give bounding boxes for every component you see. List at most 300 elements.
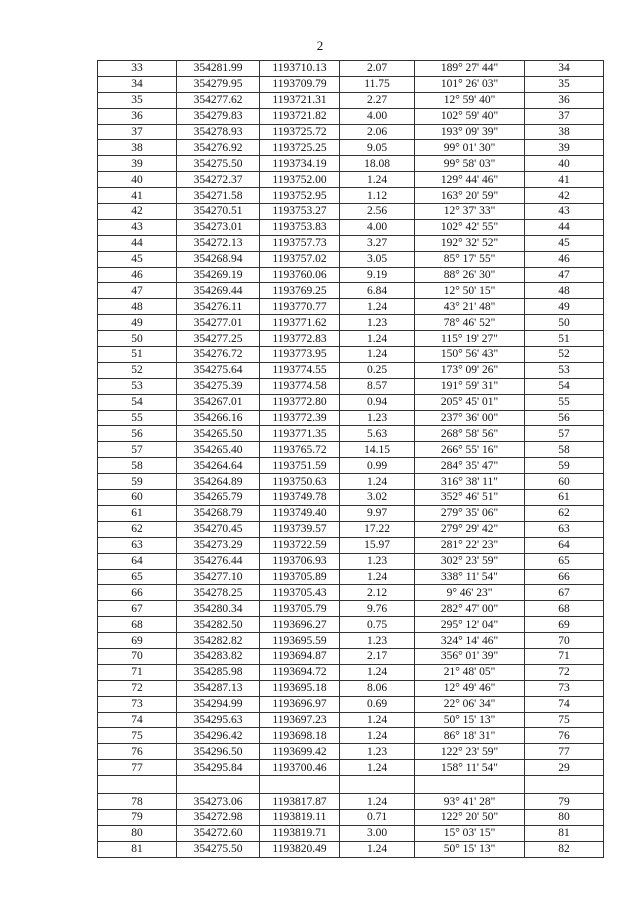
table-row xyxy=(98,744,604,760)
point-number-cell: 67 xyxy=(98,601,177,617)
x-coordinate-cell: 354270.51 xyxy=(177,204,260,220)
next-point-number-cell: 46 xyxy=(525,251,604,267)
table-row xyxy=(98,553,604,569)
table-row xyxy=(98,108,604,124)
table-row xyxy=(98,156,604,172)
y-coordinate-cell: 1193694.87 xyxy=(260,648,340,664)
direction-angle-cell: 205° 45' 01" xyxy=(415,394,525,410)
point-number-cell: 37 xyxy=(98,124,177,140)
table-row xyxy=(98,76,604,92)
x-coordinate-cell: 354281.99 xyxy=(177,61,260,77)
distance-cell: 1.23 xyxy=(340,315,415,331)
x-coordinate-cell: 354266.16 xyxy=(177,410,260,426)
y-coordinate-cell: 1193750.63 xyxy=(260,474,340,490)
y-coordinate-cell: 1193725.72 xyxy=(260,124,340,140)
next-point-number-cell: 65 xyxy=(525,553,604,569)
point-number-cell: 55 xyxy=(98,410,177,426)
next-point-number-cell: 55 xyxy=(525,394,604,410)
next-point-number-cell: 47 xyxy=(525,267,604,283)
y-coordinate-cell: 1193820.49 xyxy=(260,841,340,857)
distance-cell: 2.12 xyxy=(340,585,415,601)
table-row xyxy=(98,426,604,442)
point-number-cell: 40 xyxy=(98,172,177,188)
point-number-cell: 47 xyxy=(98,283,177,299)
y-coordinate-cell: 1193721.82 xyxy=(260,108,340,124)
direction-angle-cell: 173° 09' 26" xyxy=(415,362,525,378)
next-point-number-cell: 37 xyxy=(525,108,604,124)
direction-angle-cell: 21° 48' 05" xyxy=(415,664,525,680)
table-row xyxy=(98,474,604,490)
y-coordinate-cell: 1193757.02 xyxy=(260,251,340,267)
y-coordinate-cell: 1193739.57 xyxy=(260,521,340,537)
x-coordinate-cell: 354283.82 xyxy=(177,648,260,664)
distance-cell: 1.24 xyxy=(340,569,415,585)
point-number-cell: 61 xyxy=(98,505,177,521)
next-point-number-cell: 80 xyxy=(525,809,604,825)
point-number-cell: 74 xyxy=(98,712,177,728)
y-coordinate-cell: 1193751.59 xyxy=(260,458,340,474)
coordinates-table-body xyxy=(98,61,604,858)
direction-angle-cell: 193° 09' 39" xyxy=(415,124,525,140)
direction-angle-cell: 78° 46' 52" xyxy=(415,315,525,331)
y-coordinate-cell: 1193772.83 xyxy=(260,331,340,347)
x-coordinate-cell: 354275.39 xyxy=(177,378,260,394)
table-row xyxy=(98,633,604,649)
next-point-number-cell: 34 xyxy=(525,61,604,77)
y-coordinate-cell: 1193753.83 xyxy=(260,219,340,235)
x-coordinate-cell: 354295.84 xyxy=(177,760,260,776)
x-coordinate-cell: 354273.01 xyxy=(177,219,260,235)
x-coordinate-cell: 354264.89 xyxy=(177,474,260,490)
table-row xyxy=(98,537,604,553)
next-point-number-cell: 54 xyxy=(525,378,604,394)
next-point-number-cell: 66 xyxy=(525,569,604,585)
direction-angle-cell: 99° 58' 03" xyxy=(415,156,525,172)
point-number-cell: 45 xyxy=(98,251,177,267)
point-number-cell: 77 xyxy=(98,760,177,776)
direction-angle-cell: 268° 58' 56" xyxy=(415,426,525,442)
table-row xyxy=(98,61,604,77)
table-row xyxy=(98,648,604,664)
next-point-number-cell: 82 xyxy=(525,841,604,857)
y-coordinate-cell: 1193819.71 xyxy=(260,825,340,841)
next-point-number-cell: 49 xyxy=(525,299,604,315)
distance-cell: 0.25 xyxy=(340,362,415,378)
distance-cell: 8.06 xyxy=(340,680,415,696)
next-point-number-cell: 42 xyxy=(525,188,604,204)
next-point-number-cell: 35 xyxy=(525,76,604,92)
point-number-cell: 54 xyxy=(98,394,177,410)
distance-cell: 1.24 xyxy=(340,664,415,680)
direction-angle-cell: 282° 47' 00" xyxy=(415,601,525,617)
direction-angle-cell: 324° 14' 46" xyxy=(415,633,525,649)
table-row xyxy=(98,585,604,601)
next-point-number-cell: 60 xyxy=(525,474,604,490)
point-number-cell: 78 xyxy=(98,794,177,810)
table-row xyxy=(98,776,604,794)
distance-cell: 1.23 xyxy=(340,410,415,426)
y-coordinate-cell: 1193706.93 xyxy=(260,553,340,569)
distance-cell: 1.24 xyxy=(340,728,415,744)
table-row xyxy=(98,378,604,394)
next-point-number-cell: 48 xyxy=(525,283,604,299)
y-coordinate-cell: 1193698.18 xyxy=(260,728,340,744)
x-coordinate-cell: 354275.50 xyxy=(177,156,260,172)
point-number-cell: 66 xyxy=(98,585,177,601)
point-number-cell: 73 xyxy=(98,696,177,712)
y-coordinate-cell: 1193772.39 xyxy=(260,410,340,426)
next-point-number-cell: 58 xyxy=(525,442,604,458)
x-coordinate-cell: 354265.79 xyxy=(177,490,260,506)
point-number-cell: 52 xyxy=(98,362,177,378)
point-number-cell: 42 xyxy=(98,204,177,220)
coordinates-table xyxy=(97,60,604,858)
point-number-cell: 75 xyxy=(98,728,177,744)
next-point-number-cell: 68 xyxy=(525,601,604,617)
y-coordinate-cell: 1193752.00 xyxy=(260,172,340,188)
table-row xyxy=(98,664,604,680)
direction-angle-cell: 122° 23' 59" xyxy=(415,744,525,760)
y-coordinate-cell: 1193722.59 xyxy=(260,537,340,553)
table-row xyxy=(98,760,604,776)
next-point-number-cell: 62 xyxy=(525,505,604,521)
y-coordinate-cell: 1193770.77 xyxy=(260,299,340,315)
table-row xyxy=(98,617,604,633)
table-row xyxy=(98,219,604,235)
distance-cell: 2.06 xyxy=(340,124,415,140)
table-row xyxy=(98,410,604,426)
point-number-cell: 81 xyxy=(98,841,177,857)
distance-cell: 9.19 xyxy=(340,267,415,283)
y-coordinate-cell: 1193774.58 xyxy=(260,378,340,394)
y-coordinate-cell: 1193725.25 xyxy=(260,140,340,156)
x-coordinate-cell: 354279.95 xyxy=(177,76,260,92)
x-coordinate-cell: 354296.42 xyxy=(177,728,260,744)
point-number-cell: 43 xyxy=(98,219,177,235)
y-coordinate-cell: 1193752.95 xyxy=(260,188,340,204)
point-number-cell: 53 xyxy=(98,378,177,394)
table-row xyxy=(98,809,604,825)
table-row xyxy=(98,680,604,696)
next-point-number-cell: 67 xyxy=(525,585,604,601)
y-coordinate-cell: 1193771.62 xyxy=(260,315,340,331)
distance-cell: 1.24 xyxy=(340,331,415,347)
next-point-number-cell: 45 xyxy=(525,235,604,251)
point-number-cell: 39 xyxy=(98,156,177,172)
table-row xyxy=(98,712,604,728)
x-coordinate-cell: 354276.72 xyxy=(177,347,260,363)
x-coordinate-cell: 354268.94 xyxy=(177,251,260,267)
table-row xyxy=(98,92,604,108)
y-coordinate-cell: 1193769.25 xyxy=(260,283,340,299)
next-point-number-cell: 50 xyxy=(525,315,604,331)
point-number-cell xyxy=(98,776,177,794)
x-coordinate-cell: 354296.50 xyxy=(177,744,260,760)
x-coordinate-cell: 354276.44 xyxy=(177,553,260,569)
x-coordinate-cell: 354277.10 xyxy=(177,569,260,585)
next-point-number-cell: 64 xyxy=(525,537,604,553)
y-coordinate-cell: 1193699.42 xyxy=(260,744,340,760)
x-coordinate-cell: 354282.82 xyxy=(177,633,260,649)
table-row xyxy=(98,347,604,363)
table-row xyxy=(98,458,604,474)
table-row xyxy=(98,251,604,267)
y-coordinate-cell: 1193695.59 xyxy=(260,633,340,649)
direction-angle-cell: 295° 12' 04" xyxy=(415,617,525,633)
y-coordinate-cell: 1193773.95 xyxy=(260,347,340,363)
x-coordinate-cell: 354277.62 xyxy=(177,92,260,108)
point-number-cell: 72 xyxy=(98,680,177,696)
x-coordinate-cell: 354272.60 xyxy=(177,825,260,841)
y-coordinate-cell xyxy=(260,776,340,794)
table-row xyxy=(98,172,604,188)
direction-angle-cell: 99° 01' 30" xyxy=(415,140,525,156)
next-point-number-cell: 73 xyxy=(525,680,604,696)
direction-angle-cell: 50° 15' 13" xyxy=(415,712,525,728)
point-number-cell: 46 xyxy=(98,267,177,283)
point-number-cell: 57 xyxy=(98,442,177,458)
next-point-number-cell: 77 xyxy=(525,744,604,760)
table-row xyxy=(98,601,604,617)
direction-angle-cell: 102° 42' 55" xyxy=(415,219,525,235)
next-point-number-cell: 59 xyxy=(525,458,604,474)
point-number-cell: 36 xyxy=(98,108,177,124)
direction-angle-cell: 101° 26' 03" xyxy=(415,76,525,92)
table-row xyxy=(98,728,604,744)
x-coordinate-cell: 354270.45 xyxy=(177,521,260,537)
x-coordinate-cell: 354279.83 xyxy=(177,108,260,124)
direction-angle-cell: 93° 41' 28" xyxy=(415,794,525,810)
table-row xyxy=(98,569,604,585)
x-coordinate-cell: 354275.64 xyxy=(177,362,260,378)
y-coordinate-cell: 1193705.89 xyxy=(260,569,340,585)
direction-angle-cell: 284° 35' 47" xyxy=(415,458,525,474)
distance-cell: 1.23 xyxy=(340,553,415,569)
point-number-cell: 49 xyxy=(98,315,177,331)
table-row xyxy=(98,825,604,841)
next-point-number-cell: 76 xyxy=(525,728,604,744)
direction-angle-cell: 43° 21' 48" xyxy=(415,299,525,315)
distance-cell xyxy=(340,776,415,794)
distance-cell: 2.07 xyxy=(340,61,415,77)
x-coordinate-cell: 354273.29 xyxy=(177,537,260,553)
point-number-cell: 76 xyxy=(98,744,177,760)
next-point-number-cell: 29 xyxy=(525,760,604,776)
x-coordinate-cell: 354276.11 xyxy=(177,299,260,315)
table-row xyxy=(98,235,604,251)
direction-angle-cell: 85° 17' 55" xyxy=(415,251,525,267)
distance-cell: 0.99 xyxy=(340,458,415,474)
direction-angle-cell: 12° 59' 40" xyxy=(415,92,525,108)
x-coordinate-cell: 354264.64 xyxy=(177,458,260,474)
x-coordinate-cell: 354294.99 xyxy=(177,696,260,712)
next-point-number-cell: 38 xyxy=(525,124,604,140)
direction-angle-cell: 12° 50' 15" xyxy=(415,283,525,299)
distance-cell: 1.24 xyxy=(340,172,415,188)
next-point-number-cell: 63 xyxy=(525,521,604,537)
x-coordinate-cell: 354278.25 xyxy=(177,585,260,601)
distance-cell: 1.23 xyxy=(340,633,415,649)
direction-angle-cell: 122° 20' 50" xyxy=(415,809,525,825)
x-coordinate-cell: 354273.06 xyxy=(177,794,260,810)
x-coordinate-cell: 354272.37 xyxy=(177,172,260,188)
y-coordinate-cell: 1193757.73 xyxy=(260,235,340,251)
distance-cell: 1.24 xyxy=(340,712,415,728)
y-coordinate-cell: 1193705.43 xyxy=(260,585,340,601)
distance-cell: 15.97 xyxy=(340,537,415,553)
table-row xyxy=(98,505,604,521)
direction-angle-cell: 22° 06' 34" xyxy=(415,696,525,712)
y-coordinate-cell: 1193700.46 xyxy=(260,760,340,776)
y-coordinate-cell: 1193772.80 xyxy=(260,394,340,410)
x-coordinate-cell: 354277.01 xyxy=(177,315,260,331)
direction-angle-cell: 102° 59' 40" xyxy=(415,108,525,124)
point-number-cell: 71 xyxy=(98,664,177,680)
next-point-number-cell: 79 xyxy=(525,794,604,810)
table-row xyxy=(98,841,604,857)
page-number: 2 xyxy=(316,38,324,53)
next-point-number-cell: 52 xyxy=(525,347,604,363)
table-row xyxy=(98,140,604,156)
next-point-number-cell: 57 xyxy=(525,426,604,442)
direction-angle-cell: 50° 15' 13" xyxy=(415,841,525,857)
point-number-cell: 70 xyxy=(98,648,177,664)
direction-angle-cell: 129° 44' 46" xyxy=(415,172,525,188)
x-coordinate-cell: 354282.50 xyxy=(177,617,260,633)
x-coordinate-cell: 354268.79 xyxy=(177,505,260,521)
table-row xyxy=(98,394,604,410)
x-coordinate-cell: 354269.19 xyxy=(177,267,260,283)
x-coordinate-cell: 354269.44 xyxy=(177,283,260,299)
distance-cell: 18.08 xyxy=(340,156,415,172)
table-row xyxy=(98,521,604,537)
point-number-cell: 64 xyxy=(98,553,177,569)
next-point-number-cell: 43 xyxy=(525,204,604,220)
x-coordinate-cell: 354265.50 xyxy=(177,426,260,442)
x-coordinate-cell: 354280.34 xyxy=(177,601,260,617)
distance-cell: 3.02 xyxy=(340,490,415,506)
table-row xyxy=(98,124,604,140)
direction-angle-cell: 356° 01' 39" xyxy=(415,648,525,664)
table-row xyxy=(98,490,604,506)
x-coordinate-cell: 354267.01 xyxy=(177,394,260,410)
point-number-cell: 38 xyxy=(98,140,177,156)
y-coordinate-cell: 1193749.78 xyxy=(260,490,340,506)
y-coordinate-cell: 1193771.35 xyxy=(260,426,340,442)
direction-angle-cell: 281° 22' 23" xyxy=(415,537,525,553)
direction-angle-cell: 15° 03' 15" xyxy=(415,825,525,841)
distance-cell: 9.05 xyxy=(340,140,415,156)
distance-cell: 5.63 xyxy=(340,426,415,442)
point-number-cell: 56 xyxy=(98,426,177,442)
table-row xyxy=(98,204,604,220)
next-point-number-cell: 51 xyxy=(525,331,604,347)
table-row xyxy=(98,299,604,315)
distance-cell: 3.05 xyxy=(340,251,415,267)
y-coordinate-cell: 1193817.87 xyxy=(260,794,340,810)
y-coordinate-cell: 1193696.97 xyxy=(260,696,340,712)
distance-cell: 3.27 xyxy=(340,235,415,251)
next-point-number-cell: 36 xyxy=(525,92,604,108)
distance-cell: 8.57 xyxy=(340,378,415,394)
direction-angle-cell: 302° 23' 59" xyxy=(415,553,525,569)
distance-cell: 0.69 xyxy=(340,696,415,712)
y-coordinate-cell: 1193697.23 xyxy=(260,712,340,728)
y-coordinate-cell: 1193695.18 xyxy=(260,680,340,696)
distance-cell: 9.97 xyxy=(340,505,415,521)
next-point-number-cell: 81 xyxy=(525,825,604,841)
next-point-number-cell: 69 xyxy=(525,617,604,633)
y-coordinate-cell: 1193760.06 xyxy=(260,267,340,283)
direction-angle-cell: 88° 26' 30" xyxy=(415,267,525,283)
distance-cell: 1.24 xyxy=(340,474,415,490)
next-point-number-cell: 53 xyxy=(525,362,604,378)
x-coordinate-cell: 354295.63 xyxy=(177,712,260,728)
next-point-number-cell: 74 xyxy=(525,696,604,712)
x-coordinate-cell: 354271.58 xyxy=(177,188,260,204)
distance-cell: 9.76 xyxy=(340,601,415,617)
distance-cell: 4.00 xyxy=(340,219,415,235)
y-coordinate-cell: 1193774.55 xyxy=(260,362,340,378)
next-point-number-cell: 71 xyxy=(525,648,604,664)
direction-angle-cell: 279° 35' 06" xyxy=(415,505,525,521)
point-number-cell: 34 xyxy=(98,76,177,92)
table-row xyxy=(98,331,604,347)
distance-cell: 1.24 xyxy=(340,841,415,857)
next-point-number-cell: 44 xyxy=(525,219,604,235)
distance-cell: 1.24 xyxy=(340,299,415,315)
distance-cell: 0.71 xyxy=(340,809,415,825)
table-row xyxy=(98,188,604,204)
x-coordinate-cell: 354285.98 xyxy=(177,664,260,680)
direction-angle-cell: 115° 19' 27" xyxy=(415,331,525,347)
direction-angle-cell: 237° 36' 00" xyxy=(415,410,525,426)
direction-angle-cell: 86° 18' 31" xyxy=(415,728,525,744)
point-number-cell: 63 xyxy=(98,537,177,553)
direction-angle-cell: 158° 11' 54" xyxy=(415,760,525,776)
point-number-cell: 51 xyxy=(98,347,177,363)
table-row xyxy=(98,696,604,712)
point-number-cell: 41 xyxy=(98,188,177,204)
x-coordinate-cell: 354275.50 xyxy=(177,841,260,857)
distance-cell: 11.75 xyxy=(340,76,415,92)
next-point-number-cell: 61 xyxy=(525,490,604,506)
distance-cell: 14.15 xyxy=(340,442,415,458)
distance-cell: 1.24 xyxy=(340,794,415,810)
y-coordinate-cell: 1193705.79 xyxy=(260,601,340,617)
table-row xyxy=(98,362,604,378)
point-number-cell: 62 xyxy=(98,521,177,537)
direction-angle-cell: 191° 59' 31" xyxy=(415,378,525,394)
direction-angle-cell: 316° 38' 11" xyxy=(415,474,525,490)
direction-angle-cell: 279° 29' 42" xyxy=(415,521,525,537)
next-point-number-cell: 72 xyxy=(525,664,604,680)
table-row xyxy=(98,794,604,810)
x-coordinate-cell: 354287.13 xyxy=(177,680,260,696)
x-coordinate-cell xyxy=(177,776,260,794)
next-point-number-cell xyxy=(525,776,604,794)
point-number-cell: 65 xyxy=(98,569,177,585)
point-number-cell: 33 xyxy=(98,61,177,77)
distance-cell: 4.00 xyxy=(340,108,415,124)
point-number-cell: 58 xyxy=(98,458,177,474)
x-coordinate-cell: 354277.25 xyxy=(177,331,260,347)
next-point-number-cell: 75 xyxy=(525,712,604,728)
direction-angle-cell: 150° 56' 43" xyxy=(415,347,525,363)
point-number-cell: 48 xyxy=(98,299,177,315)
distance-cell: 1.23 xyxy=(340,744,415,760)
table-row xyxy=(98,315,604,331)
